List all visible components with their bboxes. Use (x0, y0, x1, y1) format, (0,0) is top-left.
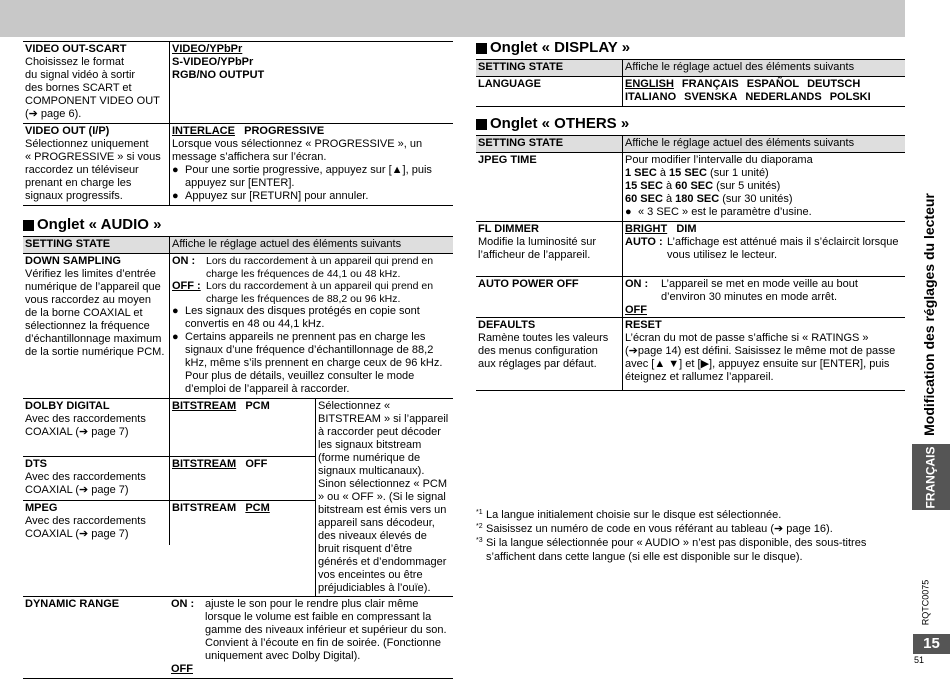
defaults-title: DEFAULTS (478, 319, 536, 331)
desc-line: aux réglages par défaut. (478, 358, 597, 370)
sub-page-number: 51 (914, 655, 925, 665)
footnote-mark: *2 (476, 523, 483, 530)
lang-deutsch: DEUTSCH (807, 78, 861, 90)
side-title (907, 183, 950, 445)
desc-line: numérique de l’appareil que (25, 281, 161, 293)
left-column (23, 41, 453, 679)
desc-line: Sélectionnez uniquement (25, 138, 149, 150)
jpeg-word: à (665, 193, 673, 205)
desc-line: Avec des raccordements (25, 471, 146, 483)
option-svideo-ypbpr: S-VIDEO/YPbPr (172, 56, 254, 68)
audio-heading-text: Onglet « AUDIO » (37, 216, 162, 233)
jpeg-step: (sur 30 unités) (722, 193, 793, 205)
lang-francais: FRANÇAIS (681, 78, 739, 90)
others-heading (476, 115, 905, 133)
on-text: Lors du raccordement à un appareil qui prend en charge les fréquences de 44,1 ou 48 kHz. (206, 255, 434, 280)
setting-state-label: SETTING STATE (476, 136, 622, 152)
desc-line: des menus configuration (478, 345, 598, 357)
auto-key: AUTO : (625, 236, 663, 248)
jpeg-step: (sur 5 unités) (716, 180, 781, 192)
header-bar (0, 0, 905, 37)
off-key: OFF (625, 304, 647, 316)
footnote-text: La langue initialement choisie sur le disque est sélectionnée. (486, 509, 782, 521)
square-icon (23, 220, 34, 231)
doc-code (906, 572, 946, 632)
side-title-text: Modification des réglages du lecteur (920, 192, 937, 436)
option-bitstream: BITSTREAM (172, 400, 237, 412)
desc-line: Avec des raccordements (25, 413, 146, 425)
lang-nederlands: NEDERLANDS (745, 91, 822, 103)
dynamic-range-title: DYNAMIC RANGE (25, 598, 120, 610)
jpeg-value: 180 SEC (675, 193, 720, 205)
desc-line: prenant en charge les (25, 177, 132, 189)
bullet-icon: ● (172, 164, 179, 176)
down-sampling-title: DOWN SAMPLING (25, 255, 121, 267)
option-rgb-no-output: RGB/NO OUTPUT (172, 69, 265, 81)
video-out-ip-row (23, 123, 453, 206)
desc-line: d’échantillonnage maximum (25, 333, 162, 345)
audio-heading (23, 216, 453, 234)
jpeg-value: 15 SEC (625, 180, 663, 192)
desc-line: Choisissez le format (25, 56, 125, 68)
right-column (476, 41, 905, 391)
jpeg-value: 60 SEC (625, 193, 663, 205)
display-heading (476, 39, 905, 57)
lang-svenska: SVENSKA (684, 91, 738, 103)
desc-line: de la borne COAXIAL et (25, 307, 143, 319)
desc-line: COAXIAL (➔ page 7) (25, 426, 129, 438)
dynamic-range-row (23, 596, 453, 679)
bullet-text: « 3 SEC » est le paramètre d’usine. (638, 206, 812, 218)
display-setting-state-row (476, 59, 905, 76)
off-key: OFF (171, 663, 193, 675)
jpeg-intro: Pour modifier l’intervalle du diaporama (625, 154, 813, 166)
language-label: LANGUAGE (478, 78, 541, 90)
defaults-text: L’écran du mot de passe s’affiche si « RATINGS » (➔page 14) est défini. Saisissez le même mot de passe avec [▲ ▼] et [▶], appuyez ensuite sur [ENTER], puis éteignez et rallumez l’appareil. (625, 332, 896, 383)
desc-line: COAXIAL (➔ page 7) (25, 528, 129, 540)
lang-italiano: ITALIANO (625, 91, 677, 103)
lang-polski: POLSKI (829, 91, 871, 103)
bullet-icon: ● (172, 331, 179, 343)
bullet-text: Les signaux des disques protégés en copie sont convertis en 48 ou 44,1 kHz. (185, 305, 420, 330)
defaults-row (476, 317, 905, 391)
lang-espanol: ESPAÑOL (746, 78, 800, 90)
setting-state-text: Affiche le réglage actuel des éléments suivants (622, 136, 905, 152)
auto-text: L’affichage est atténué mais il s’éclaircit lorsque vous utilisez le lecteur. (667, 236, 899, 261)
reset-label: RESET (625, 319, 662, 331)
bullet-icon: ● (625, 206, 632, 218)
desc-line: COAXIAL (➔ page 7) (25, 484, 129, 496)
option-progressive: PROGRESSIVE (244, 125, 325, 137)
footnote-text: Si la langue sélectionnée pour « AUDIO » n’est pas disponible, des sous-titres s’affichent dans cette langue (si elle est disponible sur le disque). (486, 537, 867, 563)
on-key: ON : (171, 598, 195, 610)
video-out-scart-title: VIDEO OUT-SCART (25, 43, 127, 55)
bullet-icon: ● (172, 190, 179, 202)
bitstream-note: Sélectionnez « BITSTREAM » si l’appareil à raccorder peut décoder les signaux bitstream (forme numérique de signaux multicanaux). Sinon sélectionnez « PCM » ou « OFF ». (Si le signal bitstream est émis vers un appareil sans décodeur, des niveaux élevés de bruit risquent d’être générés et d’endommager vos enceintes ou être préjudiciables à l’ouïe). (315, 399, 453, 596)
on-key: ON : (172, 255, 196, 267)
dts-title: DTS (25, 458, 47, 470)
desc-line: l’afficheur de l’appareil. (478, 249, 591, 261)
bullet-text: Appuyez sur [RETURN] pour annuler. (185, 190, 369, 202)
bullet-icon: ● (172, 305, 179, 317)
option-video-ypbpr: VIDEO/YPbPr (172, 43, 243, 55)
others-heading-text: Onglet « OTHERS » (490, 115, 630, 132)
doc-code-text: RQTC0075 (920, 579, 931, 625)
footnotes (476, 508, 896, 564)
desc-line: de la sortie numérique PCM. (25, 346, 165, 358)
down-sampling-row (23, 253, 453, 398)
footnote-text: Saisissez un numéro de code en vous référant au tableau (➔ page 16). (486, 523, 833, 535)
others-setting-state-row (476, 135, 905, 152)
setting-state-label: SETTING STATE (23, 237, 169, 253)
auto-power-off-row (476, 276, 905, 317)
option-pcm: PCM (245, 400, 270, 412)
dolby-digital-row (23, 399, 315, 457)
desc-line: du signal vidéo à sortir (25, 69, 136, 81)
jpeg-word: à (659, 167, 666, 179)
desc-line: Ramène toutes les valeurs (478, 332, 609, 344)
dolby-digital-title: DOLBY DIGITAL (25, 400, 110, 412)
jpeg-value: 1 SEC (625, 167, 657, 179)
audio-setting-state-row (23, 236, 453, 253)
fl-dimmer-title: FL DIMMER (478, 223, 539, 235)
on-text: ajuste le son pour le rendre plus clair même lorsque le volume est faible en compressant la gamme des niveaux inférieur et supérieur du son. Convient à l’écoute en fin de soirée. (Fonctionne uniquement avec Dolby Digital). (205, 598, 447, 662)
footnote-mark: *1 (476, 509, 483, 516)
display-heading-text: Onglet « DISPLAY » (490, 39, 631, 56)
bullet-text: Pour une sortie progressive, appuyez sur [▲], puis appuyez sur [ENTER]. (185, 164, 432, 189)
desc-line: Modifie la luminosité sur (478, 236, 596, 248)
bitstream-block (23, 398, 453, 596)
jpeg-time-title: JPEG TIME (478, 154, 537, 166)
video-out-ip-title: VIDEO OUT (I/P) (25, 125, 110, 137)
desc-line: sélectionnez la fréquence (25, 320, 150, 332)
on-text: L’appareil se met en mode veille au bout d’environ 30 minutes en mode arrêt. (661, 278, 858, 303)
video-out-scart-row (23, 41, 453, 123)
jpeg-value: 15 SEC (669, 167, 707, 179)
off-text: Lors du raccordement à un appareil qui prend en charge les fréquences de 88,2 ou 96 kHz. (206, 280, 434, 305)
setting-state-label: SETTING STATE (476, 60, 622, 76)
language-tab (912, 444, 950, 510)
desc-line: Avec des raccordements (25, 515, 146, 527)
square-icon (476, 119, 487, 130)
option-dim: DIM (676, 223, 697, 235)
jpeg-step: (sur 1 unité) (710, 167, 769, 179)
setting-state-text: Affiche le réglage actuel des éléments suivants (622, 60, 905, 76)
desc-line: Vérifiez les limites d’entrée (25, 268, 156, 280)
jpeg-value: 60 SEC (675, 180, 714, 192)
dts-row (23, 457, 315, 501)
desc-line: COMPONENT VIDEO OUT (25, 95, 160, 107)
option-bitstream: BITSTREAM (172, 458, 237, 470)
language-row (476, 76, 905, 107)
option-interlace: INTERLACE (172, 125, 235, 137)
on-key: ON : (625, 278, 649, 290)
language-tab-text: FRANÇAIS (923, 446, 938, 508)
square-icon (476, 43, 487, 54)
option-pcm: PCM (245, 502, 270, 514)
footnote-mark: *3 (476, 537, 483, 544)
desc-line: « PROGRESSIVE » si vous (25, 151, 161, 163)
fl-dimmer-row (476, 221, 905, 276)
option-bright: BRIGHT (625, 223, 668, 235)
desc-line: signaux progressifs. (25, 190, 123, 202)
desc-line: raccordez un téléviseur (25, 164, 139, 176)
desc-line: (➔ page 6). (25, 108, 82, 120)
option-bitstream: BITSTREAM (172, 502, 237, 514)
setting-state-text: Affiche le réglage actuel des éléments suivants (169, 237, 453, 253)
lang-english: ENGLISH (625, 78, 674, 90)
bullet-text: Certains appareils ne prennent pas en charge les signaux d’une fréquence d’échantillonnage de 88,2 kHz, même s’ils prennent en charge ceux de 96 kHz. Pour plus de détails, veuillez consulter le mode d’emploi de l’appareil à raccorder. (185, 331, 443, 395)
mpeg-title: MPEG (25, 502, 58, 514)
progressive-text: Lorsque vous sélectionnez « PROGRESSIVE », un message s’affichera sur l’écran. (172, 138, 423, 163)
desc-line: vous raccordez au moyen (25, 294, 151, 306)
jpeg-time-row (476, 152, 905, 221)
mpeg-row (23, 501, 315, 545)
off-key: OFF : (172, 280, 201, 292)
page-number: 15 (913, 634, 950, 654)
desc-line: des bornes SCART et (25, 82, 132, 94)
jpeg-word: à (665, 180, 673, 192)
auto-power-off-title: AUTO POWER OFF (478, 278, 579, 290)
option-off: OFF (245, 458, 268, 470)
